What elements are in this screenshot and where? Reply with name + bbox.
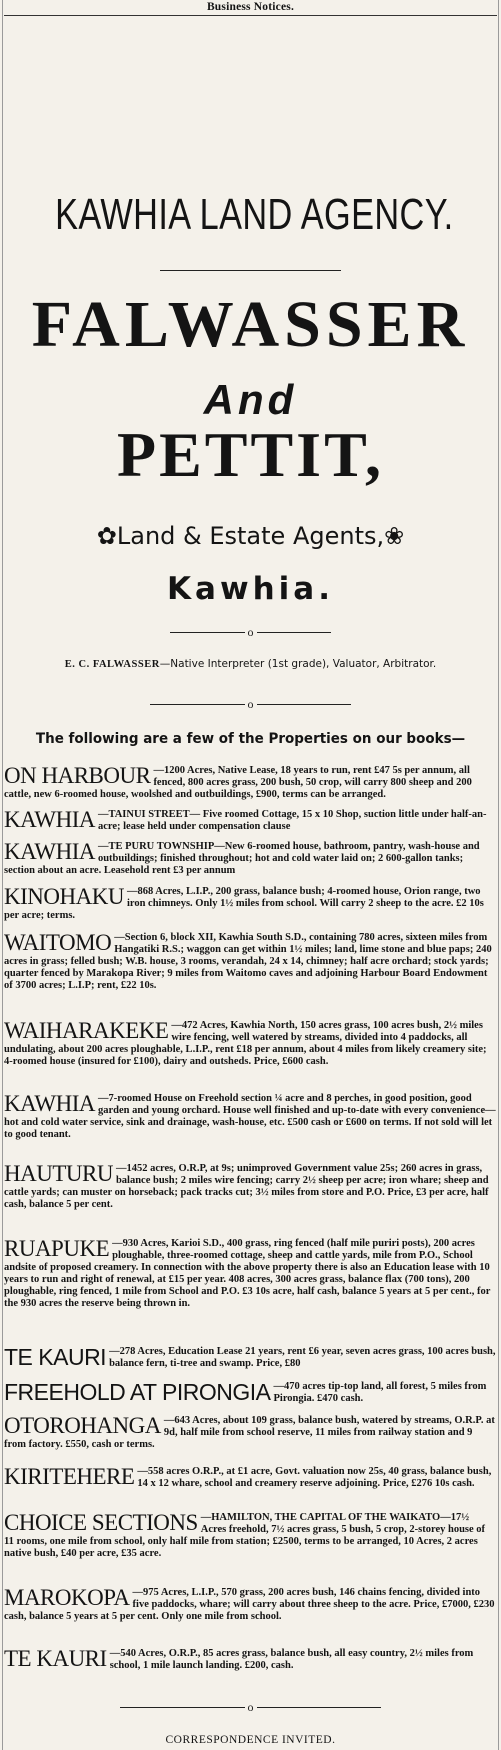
property-listing — [4, 1466, 496, 1490]
property-name: WAITOMO — [4, 930, 112, 955]
property-description: —TE PURU TOWNSHIP—New 6-roomed house, bathroom, pantry, wash-house and outbuildings; finished throughout; hot and cold water laid on; 2 600-gallon tanks; section about an acre. Leasehold rent £3 per annum — [4, 841, 480, 876]
property-name: TE KAURI — [4, 1646, 107, 1671]
firm-name-line2: PETTIT, — [117, 419, 384, 490]
divider-ornament-icon: o — [245, 699, 257, 709]
divider-rule — [160, 270, 341, 271]
property-name: TE KAURI — [4, 1344, 107, 1370]
property-description: —930 Acres, Karioi S.D., 400 grass, ring fenced (half mile puriri posts), 200 acres ploughable, three-roomed cottage, sheep and cattle yards, mile from P.O., School andsite of proposed creamery. In connection with the above property there is also an Education lease with 10 years to run and right of renewal, at £15 per year. 408 acres, 300 acres grass, balance flax (700 tons), 200 ploughable, ring fenced, 1 mile from School and P.O. £3 10s acre, half cash, balance 5 years at 5 per cent., for the 930 acres the reserve being thrown in. — [4, 1238, 491, 1309]
section-header: Business Notices. — [206, 1, 295, 13]
page-border-left — [2, 0, 3, 1750]
property-listing — [4, 1020, 496, 1068]
property-listing — [4, 1163, 496, 1211]
property-description: —1200 Acres, Native Lease, 18 years to run, rent £47 5s per annum, all fenced, 800 acres grass, 200 bush, 50 crop, will carry 800 sheep and 200 cattle, new 6-roomed house, woolshed and outbuildings, £900, terms can be arranged. — [4, 765, 472, 800]
property-description: —TAINUI STREET— Five roomed Cottage, 15 x 10 Shop, suction little under half-an-acre; lease held under compensation clause — [97, 809, 487, 832]
property-description: —540 Acres, O.R.P., 85 acres grass, balance bush, all easy country, 2½ miles from school, 1 mile launch landing. £200, cash. — [109, 1648, 474, 1671]
property-description: —643 Acres, about 109 grass, balance bush, watered by streams, O.R.P. at 9d, half mile from school reserve, 11 miles from railway station and 9 from factory. £550, cash or terms. — [4, 1415, 495, 1450]
property-name: HAUTURU — [4, 1161, 113, 1186]
property-name: KAWHIA — [4, 807, 95, 832]
property-name: KIRITEHERE — [4, 1464, 135, 1489]
property-name: OTOROHANGA — [4, 1413, 161, 1438]
property-description: —470 acres tip-top land, all forest, 5 miles from Pirongia. £470 cash. — [273, 1381, 487, 1404]
agents-line — [0, 521, 501, 551]
property-listing — [4, 1648, 496, 1672]
property-listing — [4, 765, 496, 801]
town-name: Kawhia. — [167, 571, 334, 607]
property-name: KINOHAKU — [4, 884, 124, 909]
property-listing — [4, 841, 496, 877]
property-description: —558 acres O.R.P., at £1 acre, Govt. valuation now 25s, 40 grass, balance bush, 14 x 12 whare, school and creamery reserve adjoining. Price, £276 10s cash. — [137, 1466, 492, 1489]
property-name: MAROKOPA — [4, 1585, 130, 1610]
property-listing — [4, 1238, 496, 1310]
left-ornament-icon: ✿ — [96, 522, 117, 550]
agency-title: KAWHIA LAND AGENCY. — [55, 190, 454, 239]
agents-text: Land & Estate Agents, — [116, 522, 385, 550]
property-listing — [4, 1381, 496, 1405]
property-listing — [4, 1346, 496, 1370]
property-description: —472 Acres, Kawhia North, 150 acres grass, 100 acres bush, 2½ miles wire fencing, well watered by streams, divided into 4 paddocks, all undulating, about 200 acres ploughable, L.I.P., rent £18 per annum, about 4 miles from likely creamery site; 4-roomed house (insured for £100), dairy and outsheds. Price, £600 cash. — [4, 1020, 487, 1067]
property-listing — [4, 1587, 496, 1623]
interpreter-line — [0, 657, 501, 672]
divider-ornament-icon: o — [245, 1702, 257, 1712]
interpreter-name: E. C. FALWASSER — [64, 659, 160, 670]
property-description: —Section 6, block XII, Kawhia South S.D., containing 780 acres, sixteen miles from Hangatiki R.S.; waggon can get within 1½ miles; land, lime stone and blue paps; 240 acres in grass; felled bush; W.B. house, 3 rooms, verandah, 24 x 14, chimney; half acre orchard; stock yards; quarter fenced by Marakopa River; 9 miles from Waitomo caves and adjoining Harbour Board Endowment of 3700 acres; L.I.P; rent, £22 10s. — [4, 932, 492, 991]
property-name: KAWHIA — [4, 1091, 95, 1116]
property-description: —7-roomed House on Freehold section ¼ acre and 8 perches, in good position, good garden and young orchard. House well finished and up-to-date with every convenience—hot and cold water service, sink and drainage, wash-house, etc. £500 cash or £600 on terms. If not sold will let to good tenant. — [4, 1093, 496, 1140]
property-listing — [4, 1415, 496, 1451]
property-listing — [4, 1512, 496, 1560]
header-rule — [4, 15, 497, 16]
divider-ornament-icon: o — [245, 627, 257, 637]
property-name: ON HARBOUR — [4, 763, 151, 788]
property-listing — [4, 809, 496, 833]
interpreter-role: —Native Interpreter (1st grade), Valuator, Arbitrator. — [159, 658, 437, 670]
firm-name-line1: FALWASSER — [31, 288, 470, 361]
property-description: —1452 acres, O.R.P, at 9s; unimproved Government value 25s; 260 acres in grass, balance bush; 2 miles wire fencing; carry 2½ sheep per acre; iron whare; sheep and cattle yards; can muster on horseback; pack tracks cut; 3½ miles from store and P.O. Price, £3 per acre, half cash, balance 5 per cent. — [4, 1163, 489, 1210]
properties-intro: The following are a few of the Properties on our books— — [35, 731, 466, 747]
property-name: CHOICE SECTIONS — [4, 1510, 198, 1535]
property-listing — [4, 932, 496, 992]
property-description: —278 Acres, Education Lease 21 years, rent £6 year, seven acres grass, 100 acres bush, balance fern, ti-tree and swamp. Price, £80 — [109, 1346, 496, 1369]
property-name: WAIHARAKEKE — [4, 1018, 169, 1043]
property-name: RUAPUKE — [4, 1236, 110, 1261]
firm-name-and: And — [203, 376, 298, 423]
property-description: —HAMILTON, THE CAPITAL OF THE WAIKATO—17½ Acres freehold, 7½ acres grass, 5 bush, 5 crop, 2-storey house of 11 rooms, one mile from school, only half mile from station; £2500, terms to be arranged, 10 Acres, 2 acres native bush, £40 per acre, £35 acre. — [4, 1512, 486, 1559]
right-ornament-icon: ❀ — [384, 522, 405, 550]
property-description: —868 Acres, L.I.P., 200 grass, balance bush; 4-roomed house, Orion range, two iron chimneys. Only 1½ miles from school. Will carry 2 sheep to the acre. £2 10s per acre; terms. — [4, 886, 484, 921]
property-name: KAWHIA — [4, 839, 95, 864]
page-border-right — [498, 0, 499, 1750]
property-name: FREEHOLD AT PIRONGIA — [4, 1379, 271, 1405]
property-listing — [4, 1093, 496, 1141]
property-description: —975 Acres, L.I.P., 570 grass, 200 acres bush, 146 chains fencing, divided into five paddocks, whare; will carry about three sheep to the acre. Price, £7000, £230 cash, balance 5 years at 5 per cent. Only one mile from school. — [4, 1587, 495, 1622]
property-listing — [4, 886, 496, 922]
footer-note: CORRESPONDENCE INVITED. — [165, 1734, 336, 1746]
